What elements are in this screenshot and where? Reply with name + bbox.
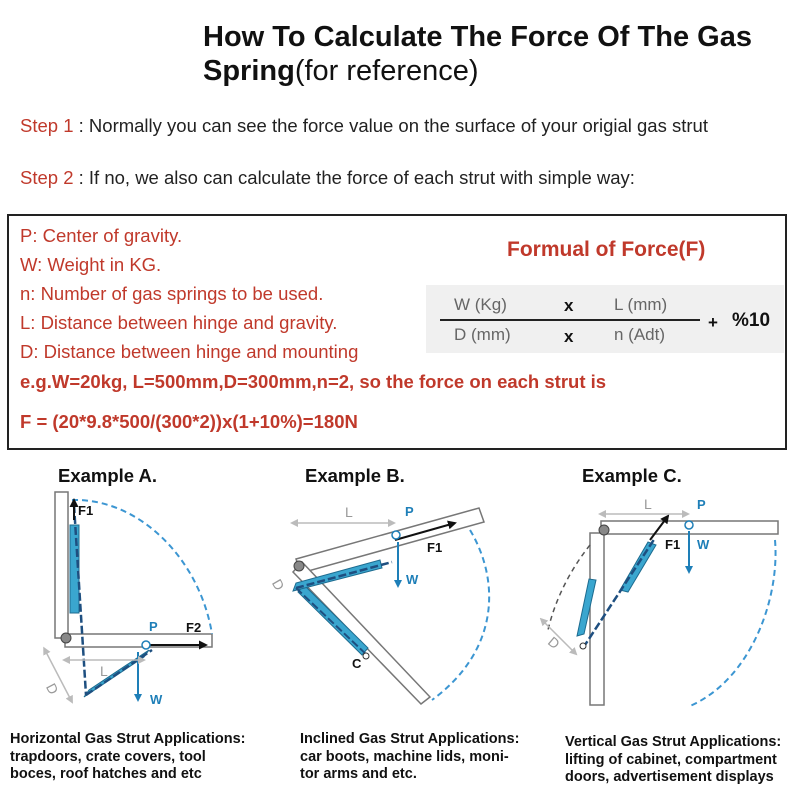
example-a-arc [72,500,212,634]
example-c-arc-right [690,540,776,706]
example-b-label-l: L [345,504,353,520]
example-b-label-f1: F1 [427,540,443,555]
formula-den-left: D (mm) [454,325,511,344]
result-text: F = (20*9.8*500/(300*2))x(1+10%)=180N [20,411,358,432]
example-c-gravity-point [685,521,693,529]
example-c-strut-right [620,542,656,592]
example-a-caption-line-3: boces, roof hatches and etc [10,766,202,782]
example-b-caption [300,731,550,784]
example-a-diagram [43,492,212,707]
example-a-label-f1: F1 [78,503,94,518]
example-b-caption-line-3: tor arms and etc. [300,766,417,782]
example-c-mount [580,643,586,649]
definition-d: D: Distance between hinge and mounting [20,341,359,362]
example-c-caption-line-3: doors, advertisement displays [565,769,774,785]
example-b-label-p: P [405,504,414,519]
example-c-caption-line-2: lifting of cabinet, compartment [565,751,777,768]
example-a-gravity-point [142,641,150,649]
step-1-tag: Step 1 [20,115,74,136]
definition-p: P: Center of gravity. [20,225,183,246]
example-a-caption [10,731,280,784]
title-sub: (for reference) [294,55,479,87]
example-a-label-l: L [100,663,108,679]
example-a-hinge [61,633,71,643]
example-a-label-p: P [149,619,158,634]
example-a-title: Example A. [58,465,158,486]
example-a-caption-line-2: trapdoors, crate covers, tool [10,748,206,765]
example-b-gravity-point [392,531,400,539]
example-c-diagram [544,496,778,706]
example-text: e.g.W=20kg, L=500mm,D=300mm,n=2, so the force on each strut is [20,371,607,392]
example-b-diagram [269,504,489,704]
example-c-label-p: P [697,497,706,512]
formula-times-top: x [564,296,574,315]
formula-heading: Formual of Force(F) [507,238,706,261]
example-c-title: Example C. [582,465,682,486]
example-c-hinge [599,525,609,535]
formula-num-left: W (Kg) [454,295,507,314]
example-b-pivot-c [363,653,369,659]
formula-den-right: n (Adt) [614,325,666,344]
example-c-label-w: W [697,537,710,552]
formula-percent: %10 [732,310,771,331]
example-b-label-d: D [268,576,288,594]
example-c-caption-line-1: Vertical Gas Strut Applications: [565,734,782,750]
example-b-caption-line-2: car boots, machine lids, moni- [300,748,509,765]
example-a-label-w: W [150,692,163,707]
example-c-label-l: L [644,496,652,512]
formula-num-right: L (mm) [614,295,668,314]
example-a-label-f2: F2 [186,620,202,635]
example-c-label-f1: F1 [665,537,681,552]
example-b-caption-line-1: Inclined Gas Strut Applications: [300,731,520,747]
example-b-title: Example B. [305,465,405,486]
definition-w: W: Weight in KG. [20,254,162,275]
step-2-text: : If no, we also can calculate the force of each strut with simple way: [73,167,635,188]
definition-n: n: Number of gas springs to be used. [20,283,324,304]
example-c-caption [565,734,797,787]
example-b-label-w: W [406,572,419,587]
formula-times-bottom: x [564,327,574,346]
example-a-frame-vertical [55,492,68,638]
example-b-hinge [294,561,304,571]
step-2-tag: Step 2 [20,167,74,188]
example-a-strut-top [70,525,79,613]
step-1-text: : Normally you can see the force value on the surface of your origial gas strut [73,115,708,136]
example-b-lid [296,508,484,573]
example-a-label-d: D [43,680,62,697]
formula-plus: + [708,313,718,332]
example-b-label-c: C [352,656,362,671]
title-main: How To Calculate The Force Of The Gas Spring [203,21,752,87]
example-c-label-d: D [544,633,563,653]
example-a-caption-line-1: Horizontal Gas Strut Applications: [10,731,246,747]
example-b-arc [432,530,489,700]
definition-l: L: Distance between hinge and gravity. [20,312,338,333]
example-a-axis-2 [86,650,152,695]
